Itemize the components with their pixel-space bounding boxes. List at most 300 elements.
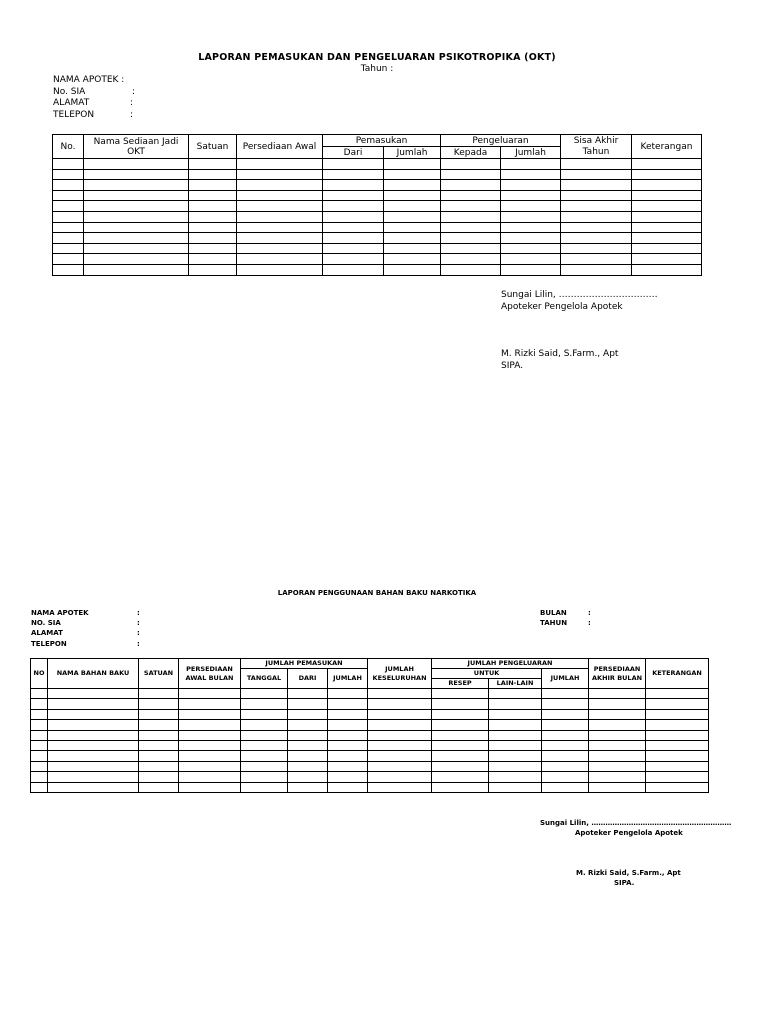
table-row (53, 243, 702, 254)
table-cell (542, 782, 589, 792)
table-cell (542, 689, 589, 699)
header-no: NO (31, 659, 48, 689)
table-cell (384, 243, 441, 254)
header-keterangan: Keterangan (632, 135, 702, 159)
table-cell (241, 699, 288, 709)
table-cell (328, 761, 368, 771)
table-cell (328, 720, 368, 730)
table-cell (288, 782, 328, 792)
table-cell (241, 761, 288, 771)
form2-field-alamat-colon: : (137, 629, 140, 637)
table-cell (368, 709, 432, 719)
table-cell (241, 751, 288, 761)
form2-table (30, 658, 709, 793)
table-cell (288, 709, 328, 719)
table-cell (237, 169, 323, 180)
form1-table (52, 134, 702, 276)
table-cell (501, 264, 561, 275)
table-cell (139, 740, 179, 750)
table-cell (501, 159, 561, 170)
table-cell (31, 720, 48, 730)
table-cell (189, 243, 237, 254)
table-cell (501, 211, 561, 222)
table-cell (441, 169, 501, 180)
table-row (31, 699, 709, 709)
table-cell (561, 159, 632, 170)
table-cell (384, 190, 441, 201)
table-cell (489, 782, 542, 792)
header-jumlah-pemasukan: JUMLAH PEMASUKAN (241, 659, 368, 669)
table-cell (589, 772, 646, 782)
table-cell (139, 730, 179, 740)
table-cell (384, 169, 441, 180)
table-cell (328, 772, 368, 782)
table-cell (384, 264, 441, 275)
form2-title: LAPORAN PENGGUNAAN BAHAN BAKU NARKOTIKA (277, 589, 477, 597)
header-jumlah-keseluruhan-line1: JUMLAH (385, 664, 414, 673)
header-sisa-akhir-line2: Tahun (582, 146, 610, 157)
table-cell (179, 761, 241, 771)
table-row (53, 233, 702, 244)
table-cell (84, 264, 189, 275)
table-cell (237, 159, 323, 170)
table-cell (646, 689, 709, 699)
table-cell (542, 761, 589, 771)
form1-signature-name: M. Rizki Said, S.Farm., Apt (501, 349, 619, 359)
table-row (53, 180, 702, 191)
table-cell (328, 740, 368, 750)
table-cell (139, 761, 179, 771)
table-cell (441, 159, 501, 170)
table-cell (441, 254, 501, 265)
form2-field-bulan-colon: : (588, 609, 591, 617)
table-cell (31, 772, 48, 782)
form1-field-telepon: TELEPON (53, 110, 95, 120)
form1-signature-role: Apoteker Pengelola Apotek (501, 302, 623, 312)
table-cell (323, 243, 384, 254)
table-cell (501, 201, 561, 212)
table-cell (561, 264, 632, 275)
table-cell (241, 709, 288, 719)
table-cell (237, 243, 323, 254)
table-cell (501, 222, 561, 233)
form1-field-no-sia: No. SIA (53, 87, 86, 97)
table-cell (189, 254, 237, 265)
table-cell (368, 699, 432, 709)
table-cell (542, 730, 589, 740)
table-cell (561, 243, 632, 254)
table-row (53, 222, 702, 233)
table-cell (561, 190, 632, 201)
form1-field-alamat-colon: : (130, 98, 134, 108)
table-cell (542, 772, 589, 782)
table-row (31, 751, 709, 761)
table-cell (561, 254, 632, 265)
table-cell (632, 159, 702, 170)
table-cell (368, 772, 432, 782)
table-cell (432, 709, 489, 719)
form1-year-label: Tahun : (360, 64, 394, 74)
table-cell (53, 211, 84, 222)
table-cell (237, 264, 323, 275)
table-cell (179, 709, 241, 719)
form2-signature-place-date: Sungai Lilin, …………………………………………………… (540, 819, 732, 827)
table-cell (288, 761, 328, 771)
table-cell (632, 233, 702, 244)
table-cell (542, 709, 589, 719)
header-pemasukan: Pemasukan (323, 135, 441, 147)
table-cell (323, 211, 384, 222)
table-row (53, 254, 702, 265)
table-cell (84, 243, 189, 254)
header-persediaan-awal-line2: AWAL BULAN (185, 673, 234, 682)
table-cell (646, 751, 709, 761)
form1-field-no-sia-colon: : (132, 87, 136, 97)
table-cell (646, 782, 709, 792)
table-cell (48, 751, 139, 761)
form2-signature-name: M. Rizki Said, S.Farm., Apt (576, 869, 681, 877)
table-cell (241, 740, 288, 750)
table-cell (179, 689, 241, 699)
table-cell (489, 761, 542, 771)
table-cell (31, 740, 48, 750)
table-cell (561, 169, 632, 180)
header-jumlah-pengeluaran: JUMLAH PENGELUARAN (432, 659, 589, 669)
table-cell (288, 699, 328, 709)
table-row (53, 211, 702, 222)
table-cell (632, 243, 702, 254)
table-cell (589, 699, 646, 709)
table-cell (501, 169, 561, 180)
table-cell (646, 720, 709, 730)
table-cell (84, 201, 189, 212)
header-persediaan-awal-line1: PERSEDIAAN (186, 664, 233, 673)
table-cell (632, 222, 702, 233)
table-cell (632, 211, 702, 222)
table-row (31, 720, 709, 730)
table-cell (489, 751, 542, 761)
form2-field-no-sia-colon: : (137, 619, 140, 627)
table-cell (53, 254, 84, 265)
table-cell (179, 751, 241, 761)
header-nama-bahan-baku: NAMA BAHAN BAKU (48, 659, 139, 689)
table-cell (489, 740, 542, 750)
table-cell (53, 264, 84, 275)
form1-table-body (53, 159, 702, 276)
table-cell (48, 709, 139, 719)
table-cell (31, 761, 48, 771)
table-cell (646, 699, 709, 709)
table-cell (84, 190, 189, 201)
table-cell (646, 772, 709, 782)
table-cell (646, 740, 709, 750)
table-cell (323, 264, 384, 275)
table-cell (139, 720, 179, 730)
table-cell (31, 782, 48, 792)
header-pengeluaran: Pengeluaran (441, 135, 561, 147)
table-cell (288, 751, 328, 761)
table-row (53, 169, 702, 180)
table-cell (384, 233, 441, 244)
table-cell (288, 689, 328, 699)
table-cell (84, 159, 189, 170)
table-cell (139, 699, 179, 709)
table-cell (589, 709, 646, 719)
table-cell (432, 689, 489, 699)
table-cell (288, 720, 328, 730)
form2-field-nama-apotek-colon: : (137, 609, 140, 617)
header-satuan: Satuan (189, 135, 237, 159)
table-cell (53, 180, 84, 191)
table-cell (328, 751, 368, 761)
table-cell (489, 730, 542, 740)
header-jumlah-keseluruhan (368, 659, 432, 689)
header-nama-sediaan: Nama Sediaan Jadi OKT (84, 135, 189, 159)
table-cell (542, 751, 589, 761)
form2-field-tahun: TAHUN (540, 619, 568, 627)
table-cell (31, 709, 48, 719)
table-cell (241, 782, 288, 792)
table-cell (501, 180, 561, 191)
table-cell (384, 159, 441, 170)
header-jumlah-masuk: Jumlah (384, 147, 441, 159)
table-cell (432, 751, 489, 761)
table-cell (237, 180, 323, 191)
table-cell (368, 740, 432, 750)
table-cell (328, 782, 368, 792)
form2-table-body (31, 689, 709, 793)
table-cell (441, 222, 501, 233)
table-cell (561, 180, 632, 191)
table-cell (328, 699, 368, 709)
header-lain-lain: LAIN-LAIN (489, 679, 542, 689)
table-cell (323, 201, 384, 212)
table-row (53, 201, 702, 212)
header-persediaan-akhir-line1: PERSEDIAAN (593, 664, 641, 673)
table-cell (328, 709, 368, 719)
table-cell (368, 730, 432, 740)
table-cell (589, 730, 646, 740)
table-cell (288, 740, 328, 750)
table-cell (189, 169, 237, 180)
table-cell (237, 254, 323, 265)
form2-field-no-sia: NO. SIA (31, 619, 61, 627)
table-cell (441, 264, 501, 275)
table-cell (384, 201, 441, 212)
table-cell (542, 740, 589, 750)
table-cell (237, 233, 323, 244)
form2-field-telepon: TELEPON (31, 640, 67, 648)
table-cell (323, 222, 384, 233)
table-cell (542, 720, 589, 730)
table-cell (368, 751, 432, 761)
table-cell (542, 699, 589, 709)
table-cell (84, 233, 189, 244)
table-cell (31, 699, 48, 709)
table-cell (323, 233, 384, 244)
table-cell (237, 201, 323, 212)
header-resep: RESEP (432, 679, 489, 689)
table-cell (441, 180, 501, 191)
header-dari: Dari (323, 147, 384, 159)
table-cell (632, 180, 702, 191)
table-cell (632, 254, 702, 265)
table-cell (589, 761, 646, 771)
form2-field-bulan: BULAN (540, 609, 567, 617)
table-cell (432, 782, 489, 792)
table-cell (241, 720, 288, 730)
table-cell (441, 190, 501, 201)
table-cell (384, 254, 441, 265)
table-cell (139, 709, 179, 719)
table-cell (561, 222, 632, 233)
header-kepada: Kepada (441, 147, 501, 159)
table-cell (441, 211, 501, 222)
table-cell (31, 689, 48, 699)
table-cell (384, 222, 441, 233)
table-cell (84, 222, 189, 233)
table-cell (189, 222, 237, 233)
table-cell (432, 761, 489, 771)
header-tanggal: TANGGAL (241, 669, 288, 689)
table-cell (501, 254, 561, 265)
table-cell (139, 751, 179, 761)
table-cell (48, 730, 139, 740)
table-cell (432, 730, 489, 740)
table-row (53, 190, 702, 201)
table-cell (48, 699, 139, 709)
table-cell (432, 740, 489, 750)
table-cell (189, 190, 237, 201)
table-cell (179, 730, 241, 740)
table-cell (323, 190, 384, 201)
table-cell (432, 772, 489, 782)
table-cell (48, 782, 139, 792)
table-cell (31, 751, 48, 761)
table-row (31, 761, 709, 771)
table-cell (561, 201, 632, 212)
table-cell (368, 689, 432, 699)
table-cell (589, 751, 646, 761)
table-cell (632, 169, 702, 180)
table-cell (179, 782, 241, 792)
table-row (31, 740, 709, 750)
table-cell (323, 159, 384, 170)
form2-signature-role: Apoteker Pengelola Apotek (575, 829, 683, 837)
table-row (31, 772, 709, 782)
table-cell (646, 761, 709, 771)
table-cell (501, 243, 561, 254)
table-cell (53, 190, 84, 201)
table-cell (646, 709, 709, 719)
table-cell (288, 772, 328, 782)
form2-field-nama-apotek: NAMA APOTEK (31, 609, 89, 617)
table-cell (632, 190, 702, 201)
table-cell (489, 709, 542, 719)
table-cell (237, 211, 323, 222)
table-cell (48, 720, 139, 730)
table-cell (632, 201, 702, 212)
form1-field-nama-apotek: NAMA APOTEK : (53, 75, 125, 85)
table-cell (323, 254, 384, 265)
table-cell (48, 740, 139, 750)
table-cell (384, 180, 441, 191)
table-cell (432, 699, 489, 709)
header-persediaan-awal (179, 659, 241, 689)
form2-field-telepon-colon: : (137, 640, 140, 648)
table-cell (53, 222, 84, 233)
table-cell (31, 730, 48, 740)
table-row (31, 689, 709, 699)
table-cell (48, 689, 139, 699)
table-cell (489, 720, 542, 730)
table-cell (288, 730, 328, 740)
table-cell (589, 782, 646, 792)
table-cell (48, 772, 139, 782)
form1-title: LAPORAN PEMASUKAN DAN PENGELUARAN PSIKOTROPIKA (OKT) (198, 52, 556, 63)
header-persediaan-akhir-line2: AKHIR BULAN (592, 673, 643, 682)
form1-field-alamat: ALAMAT (53, 98, 90, 108)
table-cell (48, 761, 139, 771)
form2-field-alamat: ALAMAT (31, 629, 63, 637)
table-cell (53, 233, 84, 244)
table-cell (179, 699, 241, 709)
table-cell (489, 772, 542, 782)
table-row (53, 264, 702, 275)
table-cell (368, 761, 432, 771)
table-cell (189, 180, 237, 191)
table-cell (241, 689, 288, 699)
header-persediaan-awal: Persediaan Awal (237, 135, 323, 159)
table-cell (189, 233, 237, 244)
table-cell (189, 264, 237, 275)
table-cell (646, 730, 709, 740)
form2-signature-sipa: SIPA. (614, 879, 635, 887)
table-cell (589, 740, 646, 750)
table-cell (368, 782, 432, 792)
table-cell (561, 211, 632, 222)
header-sisa-akhir (561, 135, 632, 159)
table-row (53, 159, 702, 170)
table-cell (53, 201, 84, 212)
table-cell (501, 233, 561, 244)
table-cell (441, 201, 501, 212)
header-jumlah-masuk: JUMLAH (328, 669, 368, 689)
table-cell (384, 211, 441, 222)
header-jumlah-keseluruhan-line2: KESELURUHAN (372, 673, 427, 682)
table-cell (441, 233, 501, 244)
table-cell (489, 699, 542, 709)
table-cell (589, 689, 646, 699)
table-cell (139, 689, 179, 699)
table-cell (328, 689, 368, 699)
table-cell (632, 264, 702, 275)
table-cell (84, 180, 189, 191)
table-cell (501, 190, 561, 201)
table-cell (139, 782, 179, 792)
table-cell (84, 211, 189, 222)
header-jumlah-keluar: Jumlah (501, 147, 561, 159)
table-cell (328, 730, 368, 740)
table-row (31, 709, 709, 719)
table-cell (441, 243, 501, 254)
table-cell (237, 222, 323, 233)
table-cell (561, 233, 632, 244)
table-cell (139, 772, 179, 782)
table-cell (84, 254, 189, 265)
header-jumlah-keluar: JUMLAH (542, 669, 589, 689)
header-no: No. (53, 135, 84, 159)
